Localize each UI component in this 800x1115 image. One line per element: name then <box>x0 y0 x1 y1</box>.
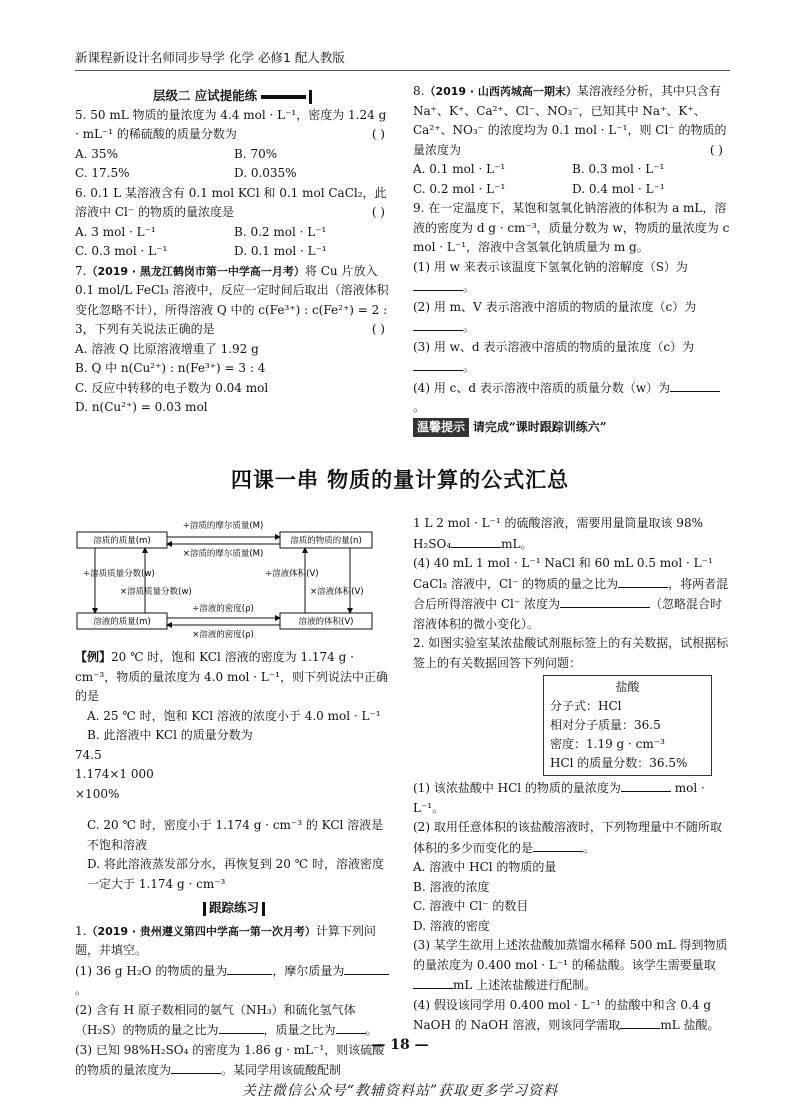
follow-q1-part: (2) 含有 H 原子数相同的氨气（NH₃）和硫化氢气体（H₂S）的物质的量之比为 ，质量之比为 。 <box>75 1002 378 1037</box>
page-number: — 18 — <box>371 1037 429 1053</box>
example-option-d: D. 将此溶液蒸发部分水，再恢复到 20 ℃ 时，溶液密度一定大于 1.174 g · cm⁻³ <box>87 857 384 891</box>
option: D. n(Cu²⁺) = 0.03 mol <box>75 400 208 414</box>
q7-options <box>75 340 393 418</box>
box-label: 溶液的体积(V) <box>298 617 354 627</box>
option: A. 3 mol · L⁻¹ <box>75 224 156 239</box>
right-bottom-column <box>413 514 731 1036</box>
q2-part-2: (2) 取用任意体积的该盐酸溶液时，下列物理量中不随所取体积的多少而变化的是 。 <box>413 820 722 855</box>
option: B. 0.2 mol · L⁻¹ <box>234 224 327 239</box>
question-8: 8.（2019 · 山西芮城高一期末）某溶液经分析，其中只含有 Na⁺、K⁺、Ca²⁺、Cl⁻、NO₃⁻，已知其中 Na⁺、K⁺、Ca²⁺、NO₃⁻ 的浓度均为 0.1 mol · L⁻¹，则 Cl⁻ 的物质的量浓度为 ( ) <box>413 84 727 157</box>
arrow-label: ÷溶液的密度(ρ) <box>192 604 254 614</box>
question-6: 6. 0.1 L 某溶液含有 0.1 mol KCl 和 0.1 mol CaCl₂，此溶液中 Cl⁻ 的物质的量浓度是 ( ) <box>75 185 387 219</box>
option: C. 17.5% <box>75 166 130 180</box>
option: D. 0.4 mol · L⁻¹ <box>572 181 665 196</box>
q9-part: (1) 用 w 来表示该温度下氢氧化钠的溶解度（S）为。 <box>413 259 688 294</box>
example-option-b: B. 此溶液中 KCl 的质量分数为 <box>87 728 253 742</box>
q2-part-4: (4) 假设该同学用 0.400 mol · L⁻¹ 的盐酸中和含 0.4 g NaOH 的 NaOH 溶液，则该同学需取 mL 盐酸。 <box>413 997 720 1032</box>
running-header: 新课程新设计名师同步导学 化学 必修1 配人教版 <box>75 50 345 65</box>
question-9: 9. 在一定温度下，某饱和氢氧化钠溶液的体积为 a mL，溶液的密度为 d g · cm⁻³，质量分数为 w，物质的量浓度为 c mol · L⁻¹，溶液中含氢氧化钠质量为 m g。 <box>413 201 730 254</box>
option: D. 0.1 mol · L⁻¹ <box>234 244 327 258</box>
example-option-c: C. 20 ℃ 时，密度小于 1.174 g · cm⁻³ 的 KCl 溶液是不饱和溶液 <box>87 818 384 852</box>
follow-q1-part: (3) 已知 98%H₂SO₄ 的密度为 1.86 g · mL⁻¹，则该硫酸的物质的量浓度为 。某同学用该硫酸配制 <box>75 1042 385 1077</box>
arrow-label: ×溶液的密度(ρ) <box>192 630 254 640</box>
tier-label: 层级二 应试提能练 <box>152 88 258 103</box>
follow-q1-part: (1) 36 g H₂O 的物质的量为 ，摩尔质量为。 <box>75 961 393 1001</box>
box-label: 溶质的物质的量(n) <box>290 536 362 546</box>
follow-q2: 2. 如图实验室某浓盐酸试剂瓶标签上的有关数据，试根据标签上的有关数据回答下列问题： <box>413 636 729 670</box>
example-stem: 【例】20 ℃ 时，饱和 KCl 溶液的密度为 1.174 g · cm⁻³，物质的量浓度为 4.0 mol · L⁻¹，则下列说法中正确的是 <box>75 650 388 703</box>
option: A. 溶液 Q 比原溶液增重了 1.92 g <box>75 341 259 356</box>
q9-part: (4) 用 c、d 表示溶液中溶质的质量分数（w）为。 <box>413 378 731 418</box>
option: B. 70% <box>234 146 278 161</box>
option: A. 溶液中 HCl 的物质的量 <box>413 860 557 874</box>
box-label: 溶质的质量(m) <box>93 536 151 546</box>
follow-q1: 1.（2019 · 贵州遵义第四中学高一第一次月考）计算下列问题，并填空。 <box>75 923 376 957</box>
q2-part-1: (1) 该浓盐酸中 HCl 的物质的量浓度为 mol · L⁻¹。 <box>413 778 731 818</box>
tip-text: 请完成“课时跟踪训练六” <box>472 419 607 434</box>
tier-heading <box>75 86 393 106</box>
reagent-line: HCl 的质量分数：36.5% <box>550 756 688 770</box>
box-label: 溶液的质量(m) <box>93 617 151 627</box>
reagent-name: 盐酸 <box>615 680 640 694</box>
option: D. 0.035% <box>234 166 297 180</box>
question-7: 7.（2019 · 黑龙江鹤岗市第一中学高一月考）将 Cu 片放入 0.1 mol/L FeCl₃ 溶液中，反应一定时间后取出（溶液体积变化忽略不计），所得溶液 Q 中的 c(Fe³⁺) : c(Fe²⁺) = 2 : 3，下列有关说法正确的是 ( ) <box>75 263 389 336</box>
arrow-label: ÷溶液体积(V) <box>265 569 319 579</box>
q8-options <box>413 160 731 199</box>
q5-options <box>75 145 393 184</box>
q2-part-3: (3) 某学生欲用上述浓盐酸加蒸馏水稀释 500 mL 得到物质的量浓度为 0.400 mol · L⁻¹ 的稀盐酸。该学生需要量取mL 上述浓盐酸进行配制。 <box>413 938 728 992</box>
reagent-label <box>543 675 712 776</box>
option: B. 溶液的浓度 <box>413 879 490 894</box>
option: C. 0.3 mol · L⁻¹ <box>75 244 168 258</box>
q9-part: (2) 用 m、V 表示溶液中溶质的物质的量浓度（c）为。 <box>413 299 697 334</box>
follow-q1-continued: 1 L 2 mol · L⁻¹ 的硫酸溶液，需要用量筒量取该 98% H₂SO₄ mL。 <box>413 516 703 551</box>
option: C. 0.2 mol · L⁻¹ <box>413 181 506 196</box>
right-top-column <box>413 82 731 437</box>
section-title: 四课一串 物质的量计算的公式汇总 <box>230 468 570 492</box>
bottom-note: 关注微信公众号“教辅资料站”获取更多学习资料 <box>241 1083 559 1099</box>
q9-part: (3) 用 w、d 表示溶液中溶质的物质的量浓度（c）为。 <box>413 339 695 374</box>
question-5: 5. 50 mL 物质的量浓度为 4.4 mol · L⁻¹，密度为 1.24 g · mL⁻¹ 的稀硫酸的质量分数为 ( ) <box>75 107 387 141</box>
q6-options <box>75 223 393 262</box>
option: A. 0.1 mol · L⁻¹ <box>413 162 506 176</box>
arrow-label: ×溶液体积(V) <box>310 587 364 597</box>
reagent-line: 分子式：HCl <box>550 699 622 713</box>
tip <box>413 418 731 438</box>
header-rule <box>75 70 730 71</box>
option: C. 溶液中 Cl⁻ 的数目 <box>413 899 529 913</box>
formula-diagram <box>75 516 375 641</box>
arrow-label: ÷溶质质量分数(w) <box>83 569 155 579</box>
example-option-a: A. 25 ℃ 时，饱和 KCl 溶液的浓度小于 4.0 mol · L⁻¹ <box>87 708 381 723</box>
left-bottom-column: 【例】20 ℃ 时，饱和 KCl 溶液的密度为 1.174 g · cm⁻³，物质的量浓度为 4.0 mol · L⁻¹，则下列说法中正确的是 A. 25 ℃ 时，饱和 KCl 溶液的浓度小于 4.0 mol · L⁻¹ B. 此溶液中 KCl 的质量分数为 74.5 1.174×1 000 ×100% C. 20 ℃ 时，密度小于 1.174 g · cm⁻³ 的 KCl 溶液是不饱和溶液 D. 将此溶液蒸发部分水，再恢复到 20 ℃ 时，溶液密度一定大于 1.174 g · cm⁻³ 跟踪练习 1.（2019 · 贵州遵义第四中学高一第一次月考）计算下列问题，并填空。 (1) 36 g H₂O 的物质的量为 ，摩尔质量为。 (2) 含有 H 原子数相同的氨气（NH₃）和硫化氢气体（H₂S）的物质的量之比为 ，质量之比为 。 (3) 已知 98%H₂SO₄ 的密度为 1.86 g · mL⁻¹，则该硫酸的物质的量浓度为 。某同学用该硫酸配制 <box>75 648 393 1081</box>
follow-heading: 跟踪练习 <box>75 898 393 918</box>
q2-part-2-options <box>413 858 731 936</box>
option: B. Q 中 n(Cu²⁺) : n(Fe³⁺) = 3 : 4 <box>75 361 266 375</box>
option: D. 溶液的密度 <box>413 918 490 933</box>
reagent-line: 密度：1.19 g · cm⁻³ <box>550 737 665 751</box>
reagent-line: 相对分子质量：36.5 <box>550 718 661 732</box>
arrow-label: ×溶质的摩尔质量(M) <box>182 549 264 559</box>
option: B. 0.3 mol · L⁻¹ <box>572 162 665 176</box>
arrow-label: ×溶质质量分数(w) <box>120 587 192 597</box>
option: A. 35% <box>75 146 118 161</box>
follow-q1-part-4: (4) 40 mL 1 mol · L⁻¹ NaCl 和 60 mL 0.5 mol · L⁻¹ CaCl₂ 溶液中，Cl⁻ 的物质的量之比为 ，将两者混合后所得溶液中 Cl⁻ 浓度为 （忽略混合时溶液体积的微小变化）。 <box>413 556 729 631</box>
left-top-column <box>75 86 393 418</box>
arrow-label: ÷溶质的摩尔质量(M) <box>182 521 264 531</box>
option: C. 反应中转移的电子数为 0.04 mol <box>75 380 269 395</box>
tip-label: 温馨提示 <box>413 418 469 438</box>
